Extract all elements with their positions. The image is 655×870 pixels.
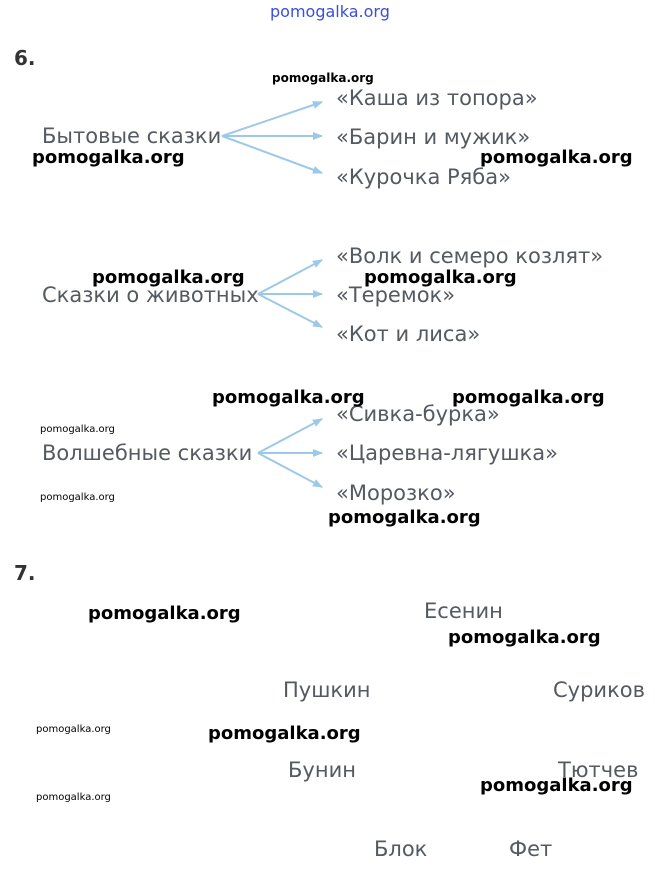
watermark: pomogalka.org [208, 723, 361, 744]
site-header-link[interactable]: pomogalka.org [270, 2, 390, 21]
tale-item: «Волк и семеро козлят» [336, 244, 604, 268]
tale-item: «Теремок» [336, 283, 456, 307]
watermark: pomogalka.org [212, 387, 365, 408]
poet-name: Есенин [424, 599, 503, 623]
category-household-tales: Бытовые сказки [42, 124, 222, 148]
arrow [222, 102, 322, 136]
arrow [258, 419, 322, 453]
watermark: pomogalka.org [32, 147, 185, 168]
watermark: pomogalka.org [40, 424, 115, 435]
watermark: pomogalka.org [328, 507, 481, 528]
watermark: pomogalka.org [448, 627, 601, 648]
poet-name: Блок [374, 837, 428, 861]
poet-name: Фет [509, 837, 553, 861]
tale-item: «Кот и лиса» [336, 322, 481, 346]
watermark: pomogalka.org [452, 387, 605, 408]
watermark: pomogalka.org [480, 147, 633, 168]
category-magic-tales: Волшебные сказки [42, 441, 253, 465]
tale-item: «Царевна-лягушка» [336, 441, 558, 465]
tale-item: «Морозко» [336, 481, 456, 505]
watermark: pomogalka.org [36, 724, 111, 735]
arrow [258, 294, 322, 327]
arrow [258, 453, 322, 487]
watermark: pomogalka.org [36, 792, 111, 803]
watermark: pomogalka.org [88, 603, 241, 624]
arrow [258, 260, 322, 294]
poet-name: Суриков [553, 678, 645, 702]
watermark: pomogalka.org [364, 267, 517, 288]
poet-name: Тютчев [558, 758, 639, 782]
tale-item: «Барин и мужик» [336, 125, 531, 149]
arrow [222, 136, 322, 173]
category-animal-tales: Сказки о животных [42, 283, 259, 307]
task-7-number: 7. [14, 561, 36, 585]
tale-item: «Каша из топора» [336, 86, 538, 110]
tale-item: «Курочка Ряба» [336, 165, 511, 189]
watermark: pomogalka.org [92, 267, 245, 288]
watermark: pomogalka.org [272, 71, 374, 85]
watermark: pomogalka.org [480, 775, 633, 796]
task-6-number: 6. [14, 46, 36, 70]
watermark: pomogalka.org [40, 492, 115, 503]
poet-name: Пушкин [283, 678, 371, 702]
tale-item: «Сивка-бурка» [336, 402, 500, 426]
poet-name: Бунин [288, 758, 356, 782]
